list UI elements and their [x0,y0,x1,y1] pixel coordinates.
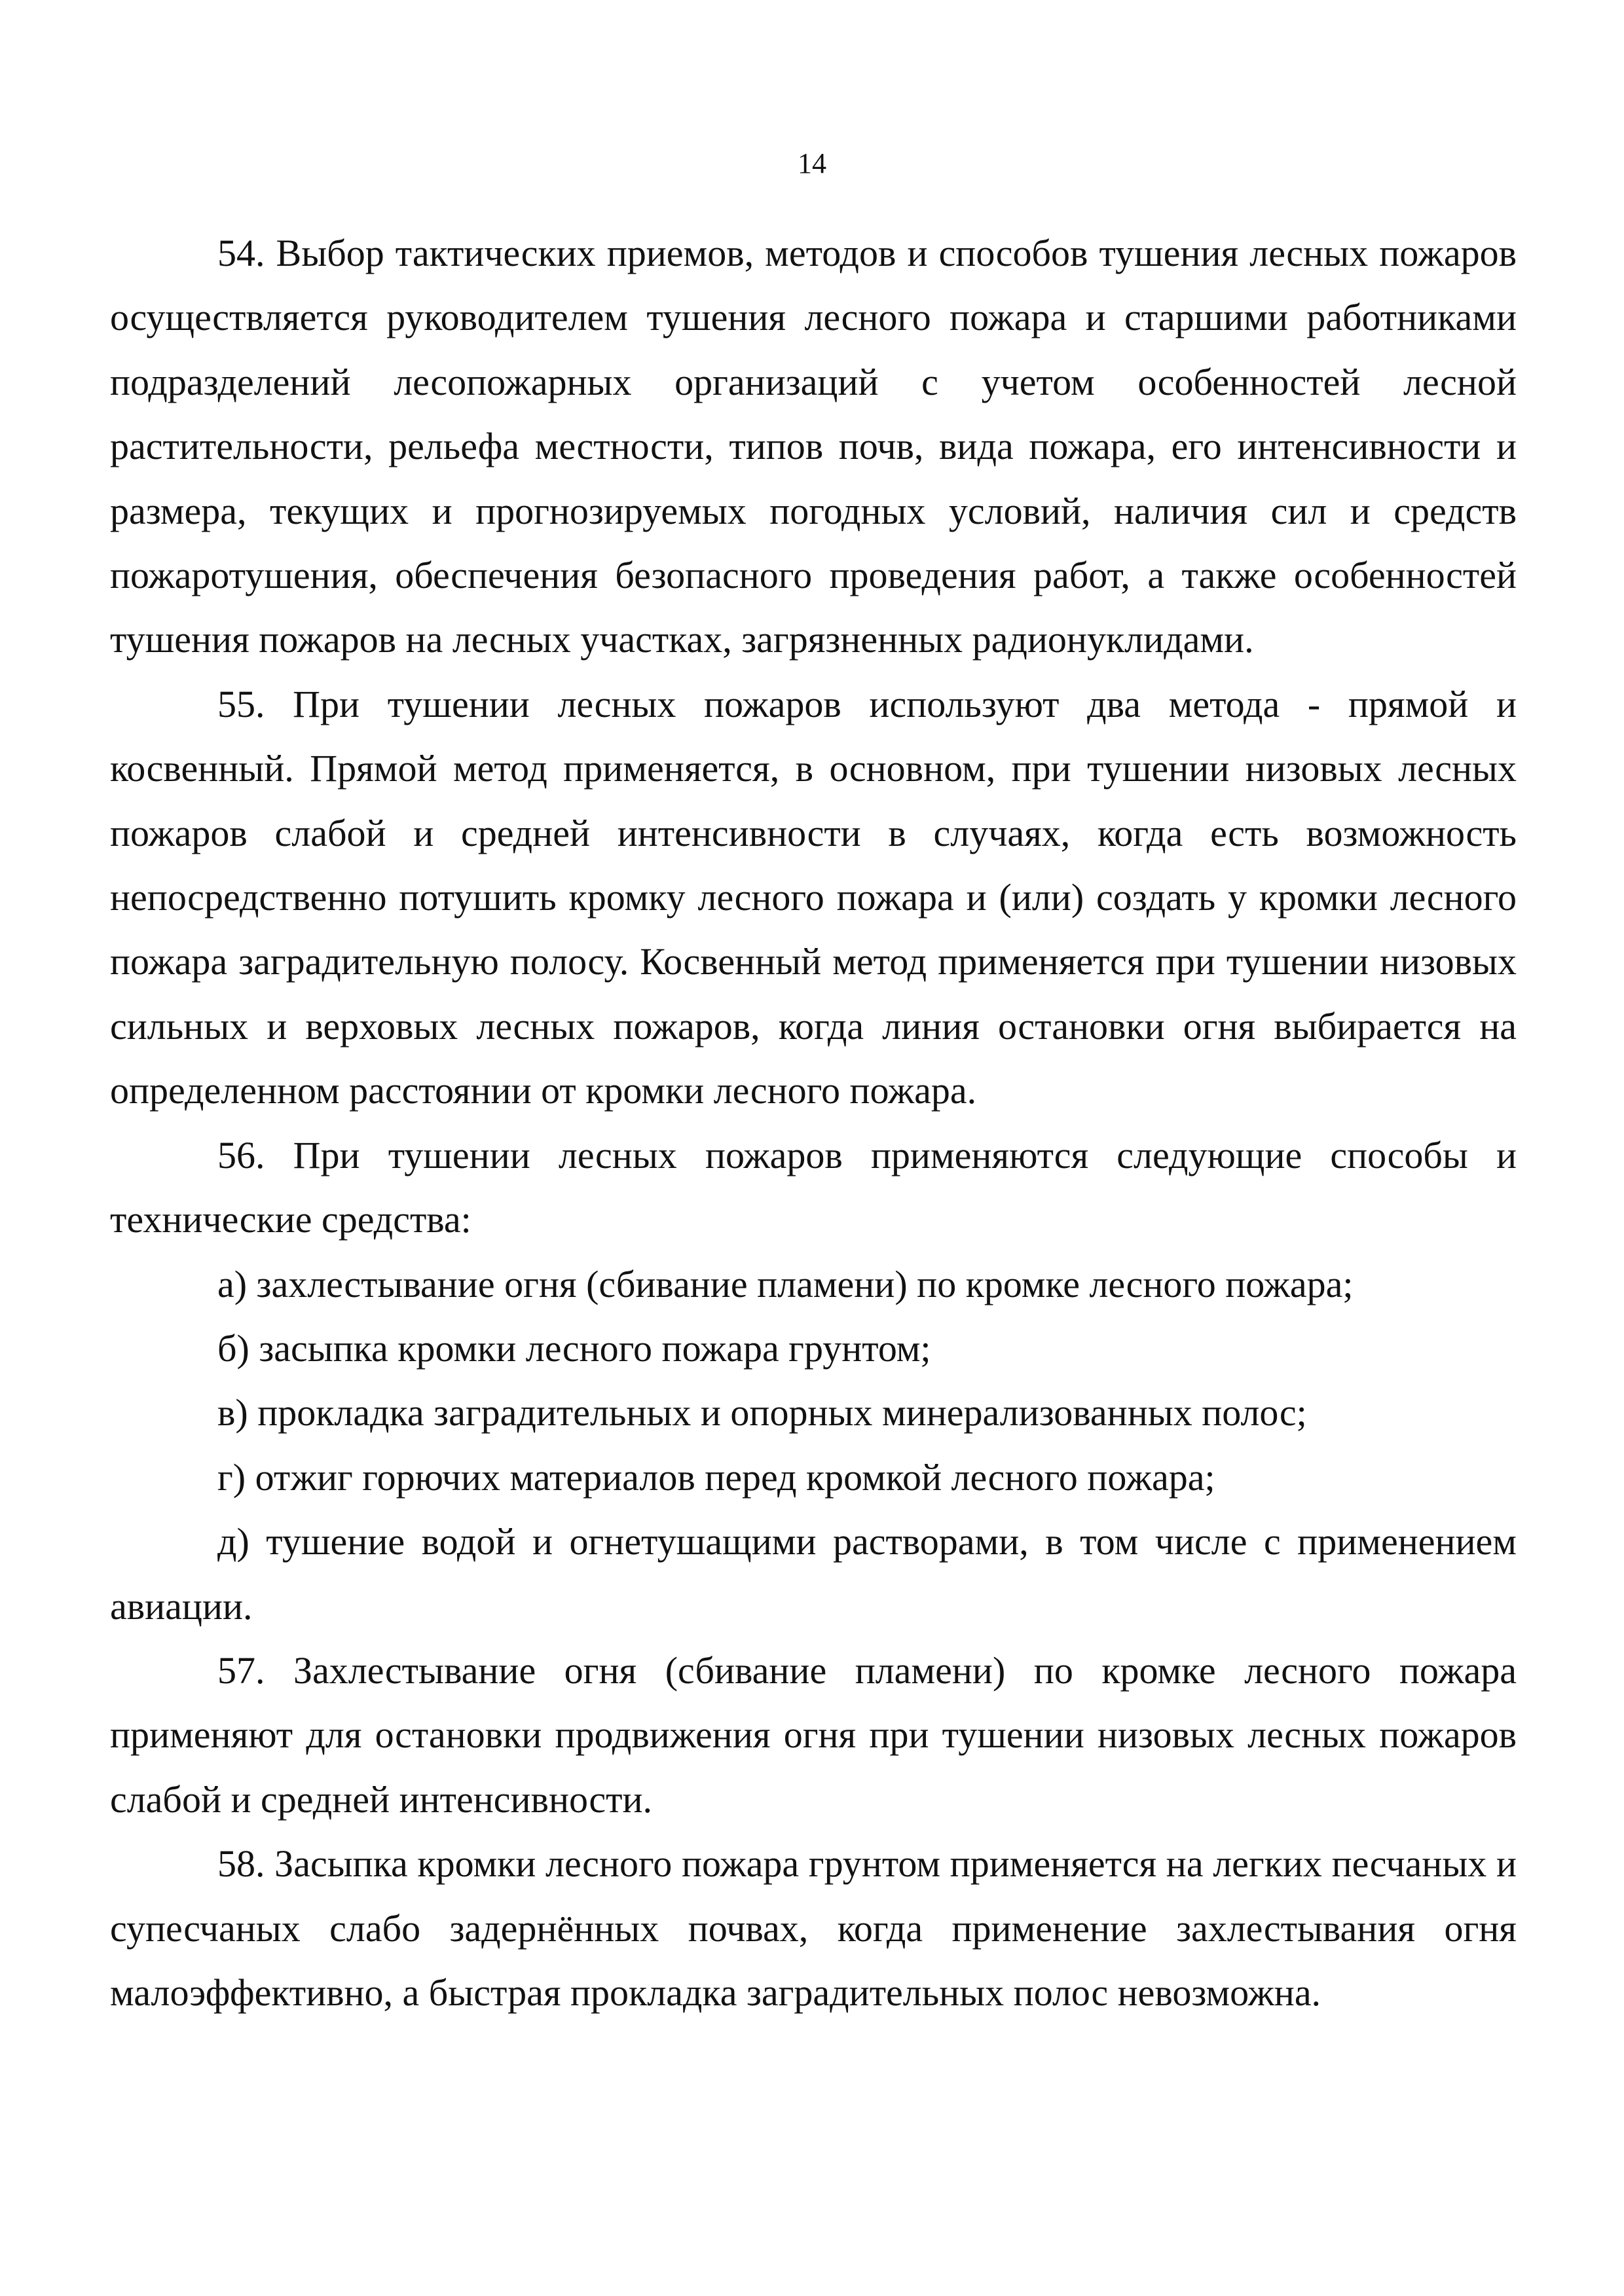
paragraph-58: 58. Засыпка кромки лесного пожара грунтом применяется на легких песчаных и супесчаных слабо задернённых почвах, когда применение захлестывания огня малоэффективно, а быстрая прокладка заградительных полос невозможна. [110,1842,1517,2014]
paragraph-56: 56. При тушении лесных пожаров применяются следующие способы и технические средства: [110,1133,1517,1241]
list-item-a: а) захлестывание огня (сбивание пламени) по кромке лесного пожара; [217,1262,1354,1305]
list-item-v: в) прокладка заградительных и опорных минерализованных полос; [217,1391,1307,1434]
paragraph-57: 57. Захлестывание огня (сбивание пламени) по кромке лесного пожара применяют для остановки продвижения огня при тушении низовых лесных пожаров слабой и средней интенсивности. [110,1649,1517,1821]
list-item-b: б) засыпка кромки лесного пожара грунтом; [217,1326,931,1370]
paragraph-54: 54. Выбор тактических приемов, методов и способов тушения лесных пожаров осуществляется руководителем тушения лесного пожара и старшими работниками подразделений лесопожарных организаций с учетом особенностей лесной растительности, рельефа местности, типов почв, вида пожара, его интенсивности и размера, текущих и прогнозируемых погодных условий, наличия сил и средств пожаротушения, обеспечения безопасного проведения работ, а также особенностей тушения пожаров на лесных участках, загрязненных радионуклидами. [110,232,1517,661]
list-item-g: г) отжиг горючих материалов перед кромкой лесного пожара; [217,1455,1215,1499]
document-body [110,221,1517,2025]
list-item-d: д) тушение водой и огнетушащими растворами, в том числе с применением авиации. [110,1520,1517,1628]
paragraph-55: 55. При тушении лесных пожаров используют два метода - прямой и косвенный. Прямой метод применяется, в основном, при тушении низовых лесных пожаров слабой и средней интенсивности в случаях, когда есть возможность непосредственно потушить кромку лесного пожара и (или) создать у кромки лесного пожара заградительную полосу. Косвенный метод применяется при тушении низовых сильных и верховых лесных пожаров, когда линия остановки огня выбирается на определенном расстоянии от кромки лесного пожара. [110,682,1517,1112]
page-number: 14 [798,147,826,179]
